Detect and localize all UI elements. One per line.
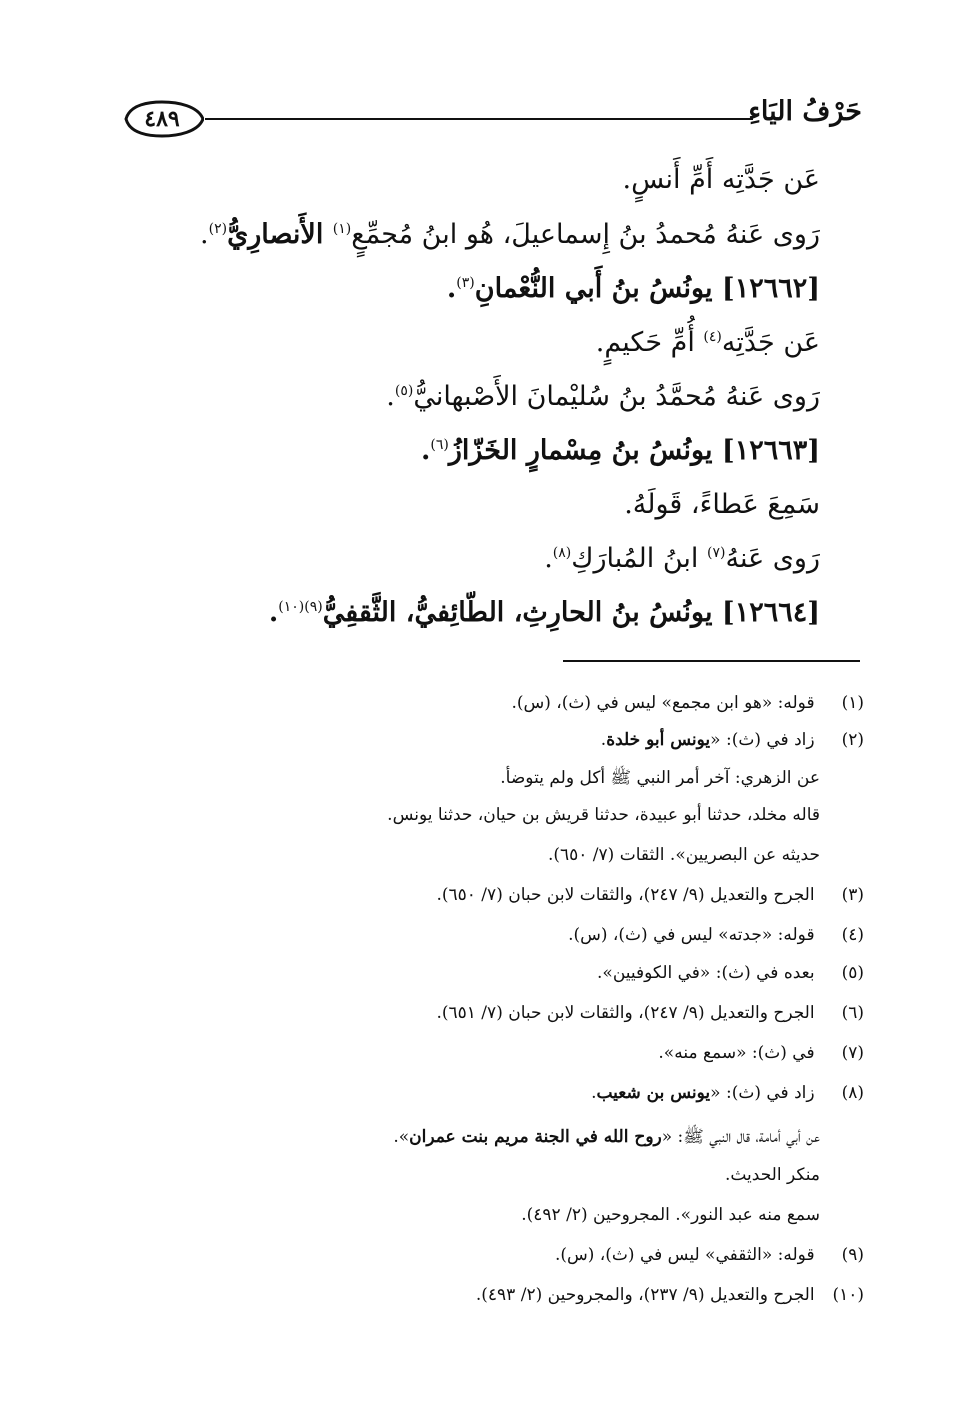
footnote-number: (٦) xyxy=(841,1003,864,1023)
main-text: رَوى عَنهُ مُحمَّدُ بنُ سُليْمانَ الأَصْبهانيُّ xyxy=(413,381,820,412)
footnote-number: (٥) xyxy=(841,963,864,983)
footnote-text: . xyxy=(591,1083,597,1103)
main-text: عَن جَدَّتِه xyxy=(721,327,820,358)
footnote-text: عن الزهري: آخر أمر النبي ﷺ أكل ولم يتوضأ. xyxy=(500,768,820,788)
entry-12662 xyxy=(100,267,820,311)
footnote-8 xyxy=(144,1078,864,1108)
page-number-badge xyxy=(120,98,204,140)
main-line-1 xyxy=(100,158,820,202)
main-text: عَن جَدَّتِه أَمِّ أَنسٍ. xyxy=(622,164,820,195)
main-text: . xyxy=(386,381,395,412)
entry-heading: [١٢٦٦٢] يونُسُ بنُ أَبي النُّعْمانِ xyxy=(474,273,820,304)
footnote-text: قوله: «الثقفي» ليس في (ث)، (س). xyxy=(554,1245,815,1265)
footnote-marker: (٩)(١٠) xyxy=(278,599,323,615)
footnote-text: قوله: «هو ابن مجمع» ليس في (ث)، (س). xyxy=(511,693,815,713)
footnote-marker: (١) xyxy=(332,221,352,237)
entry-heading: [١٢٦٦٣] يونُسُ بنُ مِسْمارٍ الخَزّازُ xyxy=(448,435,820,466)
running-header-title: حَرْفُ اليَاءِ xyxy=(748,96,862,127)
footnote-number: (٧) xyxy=(841,1043,864,1063)
footnote-text: الجرح والتعديل (٩/ ٢٣٧)، والمجروحين (٢/ ٤٩٣). xyxy=(475,1285,815,1305)
footnote-text: قاله مخلد، حدثنا أبو عبيدة، حدثنا قريش بن حيان، حدثنا يونس. xyxy=(387,805,820,825)
footnote-marker: (٢) xyxy=(208,221,228,237)
main-text: الأَنصارِيُّ xyxy=(227,219,333,250)
footnote-number: (٩) xyxy=(841,1245,864,1265)
footnote-text: سمع منه عبد النور». المجروحين (٢/ ٤٩٢). xyxy=(521,1205,820,1225)
entry-12664 xyxy=(100,591,820,635)
footnote-6 xyxy=(144,998,864,1028)
footnote-text-bold: يونس بن شعيب xyxy=(596,1083,711,1103)
footnote-8-line-4 xyxy=(100,1200,820,1230)
footnote-number: (٣) xyxy=(841,885,864,905)
main-text: سَمِعَ عَطاءً، قَولَهُ. xyxy=(624,489,820,520)
entry-12663 xyxy=(100,429,820,473)
main-text: . xyxy=(446,273,457,304)
footnote-number: (١) xyxy=(841,693,864,713)
footnote-text: حديثه عن البصريين». الثقات (٧/ ٦٥٠). xyxy=(547,845,820,865)
page-number: ٤٨٩ xyxy=(144,106,180,132)
footnote-4 xyxy=(144,920,864,950)
footnote-text: . xyxy=(600,730,607,750)
entry-heading: [١٢٦٦٤] يونُسُ بنُ الحارِثِ، الطّائِفيُّ، الثَّقفِيُّ xyxy=(322,597,820,628)
footnote-7 xyxy=(144,1038,864,1068)
footnote-3 xyxy=(144,880,864,910)
footnote-8-line-2 xyxy=(100,1122,820,1152)
main-text: رَوى عَنهُ xyxy=(725,543,820,574)
footnote-number: (٢) xyxy=(841,730,864,750)
footnote-1 xyxy=(144,688,864,718)
footnote-marker: (٣) xyxy=(456,275,475,291)
footnote-marker: (٧) xyxy=(707,545,726,561)
main-text: ابنُ المُبارَكِ xyxy=(571,543,707,574)
footnote-number: (١٠) xyxy=(832,1285,864,1305)
footnote-text: بعده في (ث): «في الكوفيين». xyxy=(597,963,815,983)
main-text: . xyxy=(420,435,431,466)
footnote-8-line-3 xyxy=(100,1160,820,1190)
footnote-text-bold: روح الله في الجنة مريم بنت عمران xyxy=(409,1127,662,1147)
footnote-10 xyxy=(144,1280,864,1310)
footnote-text-bold: يونس أبو خلدة xyxy=(606,730,711,750)
main-text: . xyxy=(544,543,553,574)
footnote-2 xyxy=(144,725,864,755)
footnote-text: الجرح والتعديل (٩/ ٢٤٧)، والثقات لابن حبان (٧/ ٦٥٠). xyxy=(436,885,815,905)
footnote-text: ». xyxy=(393,1127,410,1147)
main-text: . xyxy=(268,597,279,628)
main-line-2 xyxy=(100,213,820,257)
footnote-2-line-4 xyxy=(100,840,820,870)
footnote-text: منكر الحديث. xyxy=(724,1165,820,1185)
footnote-text: زاد في (ث): « xyxy=(710,730,815,750)
footnote-marker: (٥) xyxy=(394,383,414,399)
main-text: رَوى عَنهُ مُحمدُ بنُ إِسماعيلَ، هُو ابنُ مُجمِّعٍ xyxy=(351,219,820,250)
footnote-5 xyxy=(144,958,864,988)
footnote-separator xyxy=(563,660,860,662)
footnote-number: (٤) xyxy=(841,925,864,945)
main-line-7 xyxy=(100,483,820,527)
footnote-text: الجرح والتعديل (٩/ ٢٤٧)، والثقات لابن حبان (٧/ ٦٥١). xyxy=(436,1003,815,1023)
footnote-text: قوله: «جدته» ليس في (ث)، (س). xyxy=(568,925,815,945)
footnote-marker: (٨) xyxy=(552,545,572,561)
header-rule xyxy=(205,118,753,120)
footnote-9 xyxy=(144,1240,864,1270)
footnote-number: (٨) xyxy=(841,1083,864,1103)
footnote-text: زاد في (ث): « xyxy=(710,1083,815,1103)
main-line-8 xyxy=(100,537,820,581)
footnote-text: في (ث): «سمع منه». xyxy=(658,1043,815,1063)
main-line-5 xyxy=(100,375,820,419)
main-text: أُمِّ حَكيمٍ. xyxy=(595,327,704,358)
footnote-2-line-3 xyxy=(100,800,820,830)
footnote-text: عن أبي أمامة، قال النبي ﷺ: « xyxy=(661,1127,820,1147)
footnote-marker: (٦) xyxy=(430,437,449,453)
main-line-4 xyxy=(100,321,820,365)
footnote-marker: (٤) xyxy=(703,329,722,345)
footnote-2-line-2 xyxy=(100,763,820,793)
main-text: . xyxy=(200,219,209,250)
